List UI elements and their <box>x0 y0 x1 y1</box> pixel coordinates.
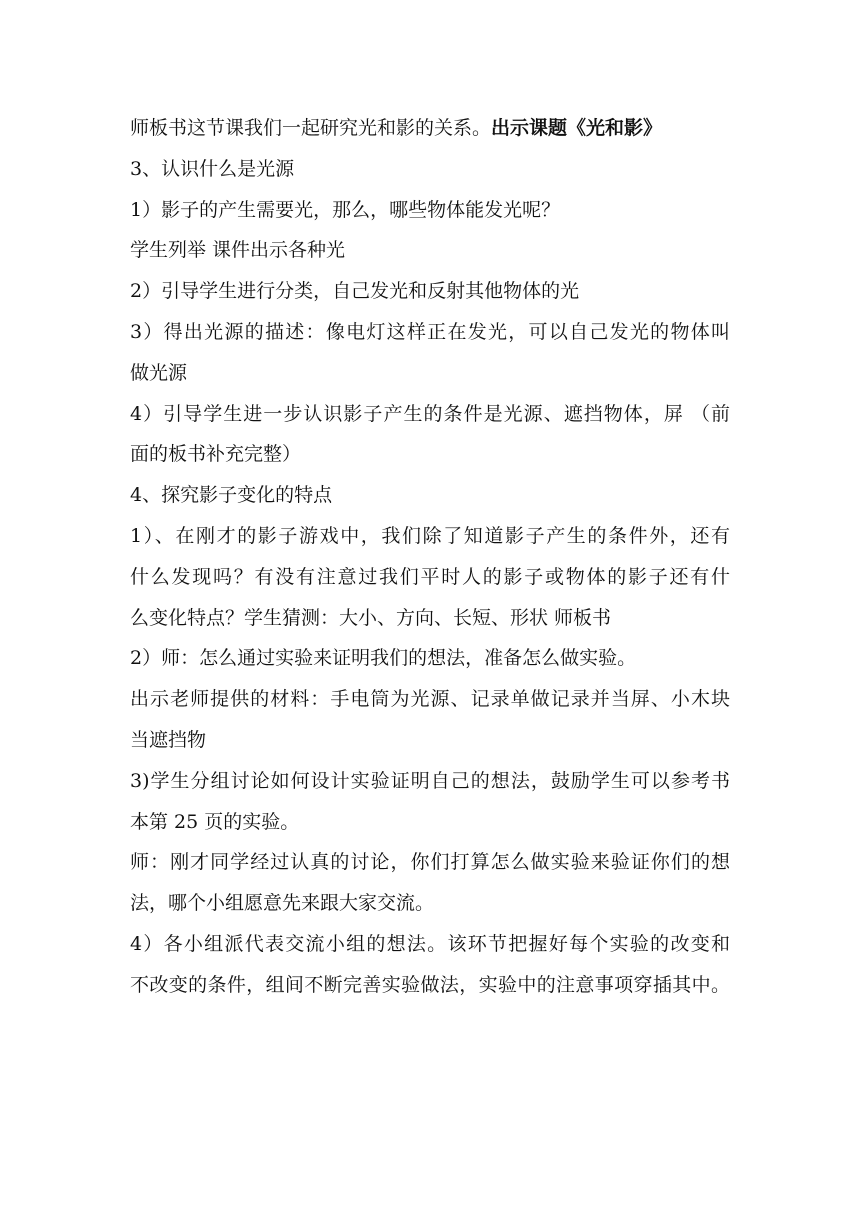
document-body <box>130 108 730 1006</box>
paragraph-line: 法，哪个小组愿意先来跟大家交流。 <box>130 892 435 915</box>
paragraph-line: 什么发现吗？有没有注意过我们平时人的影子或物体的影子还有什 <box>130 565 730 588</box>
paragraph-line: 1）、在刚才的影子游戏中，我们除了知道影子产生的条件外，还有 <box>130 524 730 547</box>
lesson-title: 出示课题《光和影》 <box>491 117 663 139</box>
paragraph-line: 2）引导学生进行分类，自己发光和反射其他物体的光 <box>130 280 580 303</box>
paragraph-line: 面的板书补充完整） <box>130 443 302 466</box>
paragraph-line: 当遮挡物 <box>130 728 207 751</box>
paragraph-line: 学生列举 课件出示各种光 <box>130 239 346 262</box>
paragraph-line: 4）引导学生进一步认识影子产生的条件是光源、遮挡物体，屏 （前 <box>130 402 730 425</box>
paragraph-line <box>130 108 730 149</box>
paragraph-line: 师：刚才同学经过认真的讨论，你们打算怎么做实验来验证你们的想 <box>130 851 730 874</box>
paragraph-line: 3）得出光源的描述：像电灯这样正在发光，可以自己发光的物体叫 <box>130 320 730 343</box>
section-heading: 3、认识什么是光源 <box>130 157 295 180</box>
paragraph-line: 做光源 <box>130 361 188 384</box>
paragraph-line: 3)学生分组讨论如何设计实验证明自己的想法，鼓励学生可以参考书 <box>130 769 730 792</box>
line-text: 师板书这节课我们一起研究光和影的关系。 <box>130 117 492 139</box>
paragraph-line: 2）师：怎么通过实验来证明我们的想法，准备怎么做实验。 <box>130 647 637 670</box>
paragraph-line: 么变化特点？学生猜测：大小、方向、长短、形状 师板书 <box>130 606 612 629</box>
paragraph-line: 4）各小组派代表交流小组的想法。该环节把握好每个实验的改变和 <box>130 932 730 955</box>
paragraph-line: 1）影子的产生需要光，那么，哪些物体能发光呢？ <box>130 198 561 221</box>
paragraph-line: 本第 25 页的实验。 <box>130 810 300 833</box>
paragraph-line: 不改变的条件，组间不断完善实验做法，实验中的注意事项穿插其中。 <box>130 973 730 996</box>
section-heading: 4、探究影子变化的特点 <box>130 484 333 507</box>
paragraph-line: 出示老师提供的材料：手电筒为光源、记录单做记录并当屏、小木块 <box>130 688 730 711</box>
